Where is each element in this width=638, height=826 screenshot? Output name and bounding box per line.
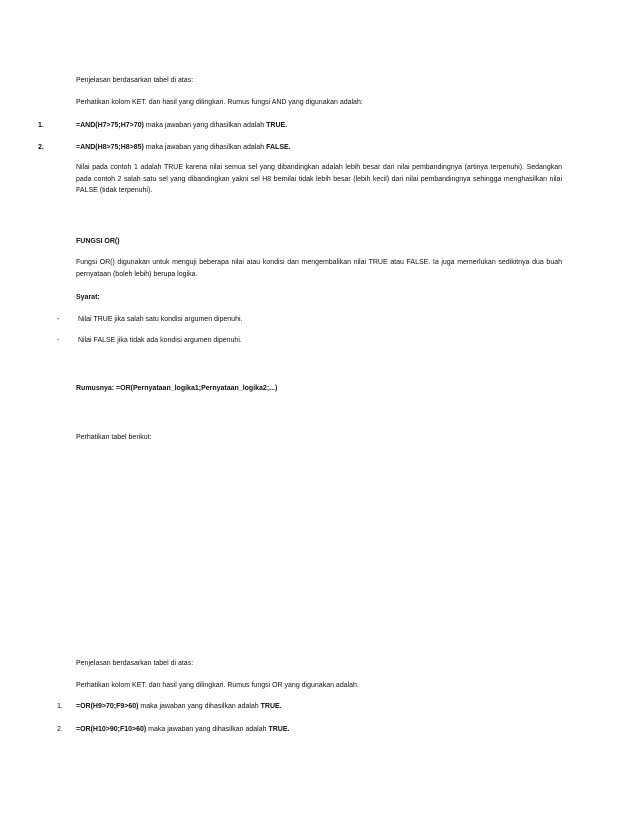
table-intro: Perhatikan tabel berikut: <box>76 434 152 441</box>
bullet-mark-2: - <box>57 337 60 344</box>
bullet-text-2: Nilai FALSE jika tidak ada kondisi argumen dipenuhi. <box>78 337 242 344</box>
sec1-item-2-formula: =AND(H8>75;H8>85) <box>76 144 144 151</box>
or-function-description: Fungsi OR() digunakan untuk menguji beberapa nilai atau kondisi dan mengembalikan nilai TRUE atau FALSE. Ia juga memerlukan sedikitnya dua buah pernyataan (boleh lebih) berupa logika. <box>76 259 562 278</box>
syarat-label: Syarat: <box>76 294 100 301</box>
sec1-item-2-number: 2. <box>38 144 44 151</box>
sec3-item-2-text: maka jawaban yang dihasilkan adalah <box>146 726 269 733</box>
sec1-intro: Penjelasan berdasarkan tabel di atas: <box>76 77 194 84</box>
sec1-item-1-formula: =AND(H7>75;H7>70) <box>76 122 144 129</box>
sec1-item-2-text: maka jawaban yang dihasilkan adalah <box>143 144 267 151</box>
sec3-description: Perhatikan kolom KET. dan hasil yang dilingkari. Rumus fungsi OR yang digunakan adalah: <box>76 682 359 689</box>
sec3-intro: Penjelasan berdasarkan tabel di atas: <box>76 660 194 667</box>
sec1-description: Perhatikan kolom KET. dan hasil yang dilingkari. Rumus fungsi AND yang digunakan adalah: <box>76 99 363 106</box>
or-function-heading: FUNGSI OR() <box>76 238 120 245</box>
sec3-item-2-result: TRUE. <box>268 726 290 733</box>
sec3-item-2-formula: =OR(H10>90;F10>60) <box>76 726 147 733</box>
sec1-item-1-text: maka jawaban yang dihasilkan adalah <box>143 122 267 129</box>
sec3-item-1-result: TRUE. <box>260 703 282 710</box>
sec1-item-2-result: FALSE. <box>266 144 291 151</box>
bullet-text-1: Nilai TRUE jika salah satu kondisi argumen dipenuhi. <box>78 316 243 323</box>
sec1-explanation: Nilai pada contoh 1 adalah TRUE karena nilai semua sel yang dibandingkan adalah lebih besar dari nilai pembandingnya (artinya terpenuhi). Sedangkan pada contoh 2 salah satu sel yang dibandingkan yakni sel H8 bernilai tidak lebih besar (lebih kecil) dari nilai pembandingnya sehingga menghasilkan nilai FALSE (tidak terpenuhi). <box>76 164 562 194</box>
sec3-item-2-number: 2. <box>57 726 63 733</box>
sec1-item-1-result: TRUE. <box>266 122 288 129</box>
bullet-mark-1: - <box>57 316 60 323</box>
sec3-item-1-number: 1. <box>57 703 63 710</box>
sec1-item-1-number: 1. <box>38 122 44 129</box>
sec3-item-1-text: maka jawaban yang dihasilkan adalah <box>138 703 261 710</box>
sec3-item-1-formula: =OR(H9>70;F9>60) <box>76 703 139 710</box>
rumus-or: Rumusnya: =OR(Pernyataan_logika1;Pernyataan_logika2;...) <box>76 385 278 392</box>
